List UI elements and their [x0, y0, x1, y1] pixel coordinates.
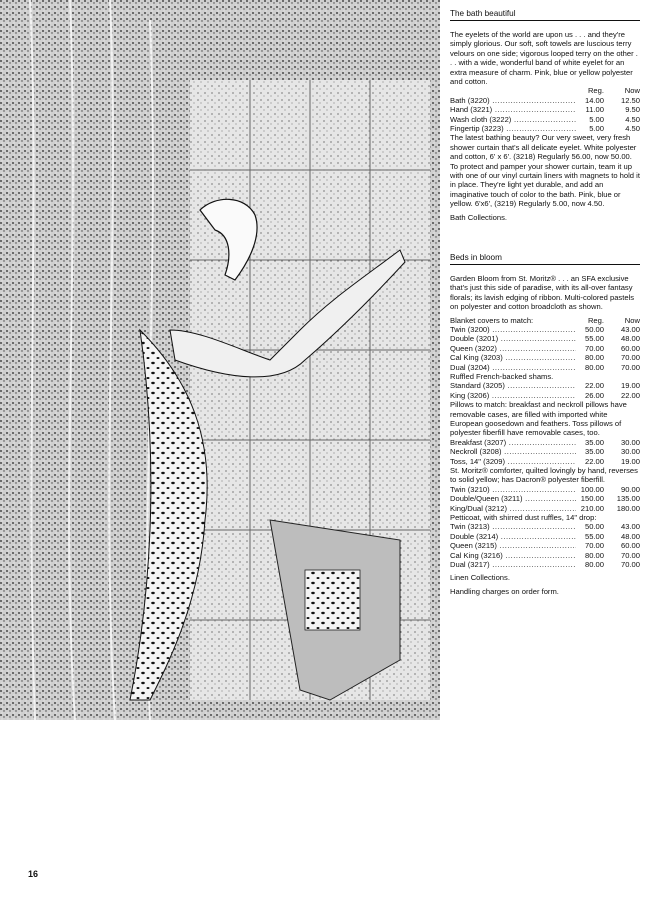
price-row: Standard (3205) ..... 22.00 19.00: [450, 381, 640, 390]
bath-price-header: [450, 86, 640, 95]
blanket-label: Blanket covers to match:: [450, 315, 534, 325]
reg-column-label: Reg.: [587, 86, 604, 96]
beds-section-title: Beds in bloom: [450, 244, 640, 265]
price-row: Double (3214) ..... 55.00 48.00: [450, 532, 640, 541]
curtain-description: The latest bathing beauty? Our very sweet, very fresh shower curtain that's all delicate eyelet. White polyester and cotton, 6' x 6'. (3218) Regularly 56.00, now 50.00. To protect and pamper your shower curtain, team it up with one of our vinyl curtain liners with magnets to hold it in place. They're light yet durable, and add an imaginative touch of color to the bath. Pink, blue or yellow. 6'x6', (3219) Regularly 5.00, now 4.50.: [450, 133, 640, 209]
bath-price-list: [450, 96, 640, 134]
now-column-label: Now: [624, 86, 640, 96]
price-row: Twin (3200) ..... 50.00 43.00: [450, 325, 640, 334]
price-row: Neckroll (3208) ..... 35.00 30.00: [450, 447, 640, 456]
price-row: Wash cloth (3222) ..... 5.00 4.50: [450, 115, 640, 124]
price-row: Double (3201) ..... 55.00 48.00: [450, 334, 640, 343]
price-row: King (3206) ..... 26.00 22.00: [450, 391, 640, 400]
pillows-description: Pillows to match: breakfast and neckroll pillows have removable cases, are filled with imported white European goosedown and feathers. Toss pillows of polyester fiberfill have removable cases, too.: [450, 400, 627, 438]
linen-collection-label: Linen Collections.: [450, 573, 510, 583]
bath-collection-label: Bath Collections.: [450, 212, 507, 222]
price-row: Queen (3215) ..... 70.00 60.00: [450, 541, 640, 550]
price-row: Fingertip (3223) ..... 5.00 4.50: [450, 124, 640, 133]
petticoat-label: Petticoat, with shirred dust ruffles, 14" drop:: [450, 513, 597, 523]
bath-section-title: The bath beautiful: [450, 0, 640, 21]
blanket-price-list: [450, 325, 640, 372]
comforter-price-list: [450, 485, 640, 513]
price-row: Cal King (3216) ..... 80.00 70.00: [450, 551, 640, 560]
price-row: Toss, 14" (3209) ..... 22.00 19.00: [450, 457, 640, 466]
price-row: King/Dual (3212) ..... 210.00 180.00: [450, 504, 640, 513]
price-row: Breakfast (3207) ..... 35.00 30.00: [450, 438, 640, 447]
price-row: Dual (3217) ..... 80.00 70.00: [450, 560, 640, 569]
petticoat-price-list: [450, 522, 640, 569]
comforter-description: St. Moritz® comforter, quilted lovingly by hand, reverses to solid yellow; has Dacron® polyester fiberfill.: [450, 466, 638, 485]
beds-intro: Garden Bloom from St. Moritz® . . . an SFA exclusive that's just this side of paradise, with its all-over fantasy florals; its lavish edging of ribbon. Multi-colored pastels on polyester and cotton broadcloth as shown.: [450, 274, 635, 312]
price-row: Bath (3220) ..... 14.00 12.50: [450, 96, 640, 105]
price-row: Twin (3210) ..... 100.00 90.00: [450, 485, 640, 494]
shams-label: Ruffled French-backed shams.: [450, 372, 554, 382]
blanket-header: [450, 316, 640, 325]
pillows-price-list: [450, 438, 640, 466]
price-row: Twin (3213) ..... 50.00 43.00: [450, 522, 640, 531]
bath-intro: The eyelets of the world are upon us . . . and they're simply glorious. Our soft, soft towels are luscious terry velours on one side; vigorous looped terry on the other . . . with a wide, wonderful band of white eyelet for an extra measure of charm. Pink, blue or yellow polyester and cotton.: [450, 30, 638, 87]
price-row: Dual (3204) ..... 80.00 70.00: [450, 363, 640, 372]
price-row: Hand (3221) ..... 11.00 9.50: [450, 105, 640, 114]
price-row: Queen (3202) ..... 70.00 60.00: [450, 344, 640, 353]
handling-note: Handling charges on order form.: [450, 586, 559, 596]
page-number: 16: [28, 869, 39, 879]
now-column-label: Now: [624, 315, 640, 325]
price-row: Double/Queen (3211) ..... 150.00 135.00: [450, 494, 640, 503]
copy-column: [450, 0, 640, 596]
price-row: Cal King (3203) ..... 80.00 70.00: [450, 353, 640, 362]
shams-price-list: [450, 381, 640, 400]
reg-column-label: Reg.: [587, 315, 604, 325]
